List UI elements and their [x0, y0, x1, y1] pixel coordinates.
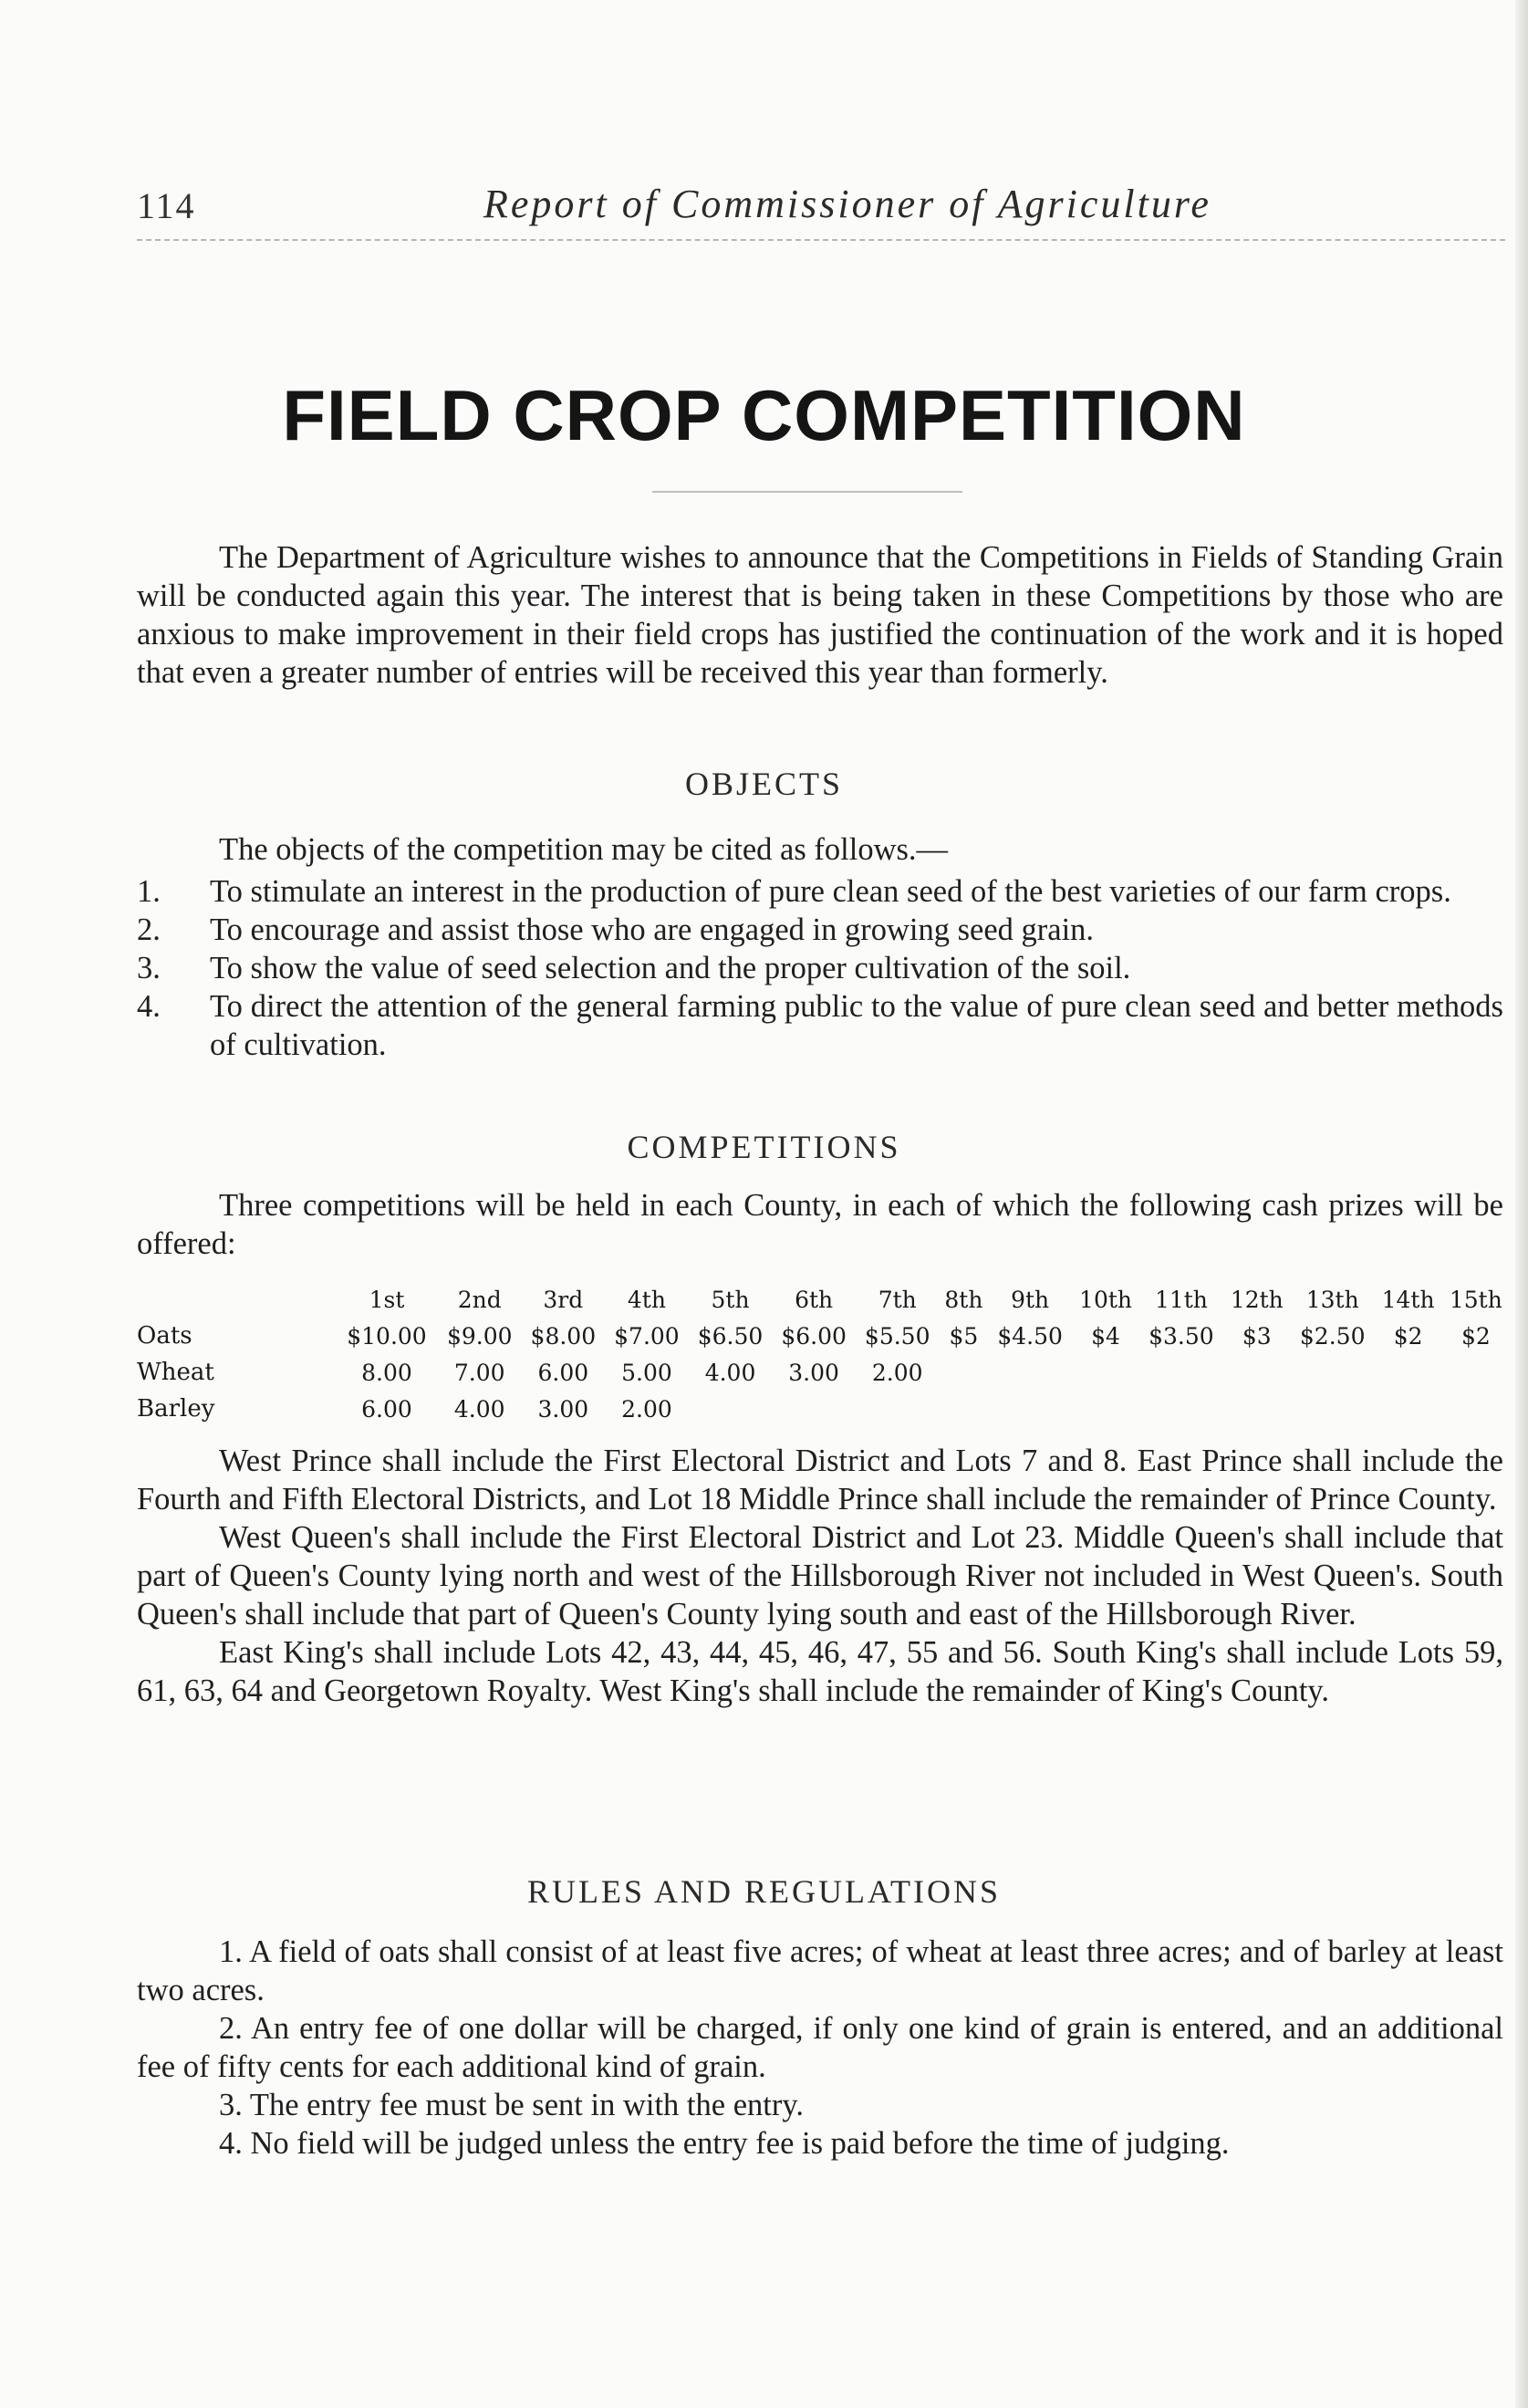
- table-cell: 6.00: [361, 1395, 412, 1423]
- table-cell: $4.50: [997, 1322, 1063, 1350]
- page-edge-shadow: [1515, 0, 1528, 2408]
- table-cell: 2.00: [871, 1359, 923, 1386]
- table-cell: [1139, 1391, 1223, 1427]
- intro-paragraph: [137, 538, 1503, 692]
- prize-column-header: 7th: [878, 1286, 917, 1313]
- table-cell: 3.00: [537, 1395, 589, 1423]
- objects-list-item: [137, 987, 1503, 1064]
- prize-table: [137, 1281, 1510, 1427]
- prize-column-header: 10th: [1079, 1286, 1133, 1313]
- table-cell: [1442, 1354, 1510, 1391]
- table-cell: 7.00: [453, 1359, 505, 1386]
- competitions-heading: COMPETITIONS: [627, 1129, 901, 1165]
- table-row: [137, 1318, 1510, 1354]
- title-divider: [652, 491, 962, 493]
- table-cell: $2: [1393, 1322, 1423, 1350]
- list-item-text: To direct the attention of the general farming public to the value of pure clean seed and better methods of cultivation.: [210, 989, 1503, 1062]
- list-item-number: 4.: [137, 989, 161, 1024]
- districts-block: [137, 1442, 1503, 1710]
- prize-column-header: 9th: [1011, 1286, 1050, 1313]
- prize-column-header: 11th: [1154, 1286, 1208, 1313]
- page-title: FIELD CROP COMPETITION: [282, 375, 1246, 455]
- table-cell: [1072, 1354, 1139, 1391]
- competitions-intro: Three competitions will be held in each County, in each of which the following cash prizes will be offered:: [137, 1188, 1503, 1261]
- list-item-text: To encourage and assist those who are engaged in growing seed grain.: [210, 912, 1095, 947]
- rules-list: [137, 1933, 1503, 2163]
- table-cell: [689, 1391, 773, 1427]
- running-title: Report of Commissioner of Agriculture: [483, 182, 1211, 226]
- table-cell: [1291, 1391, 1375, 1427]
- rule-item: 3. The entry fee must be sent in with the entry.: [219, 2088, 804, 2122]
- prize-column-header: 8th: [944, 1286, 983, 1313]
- table-cell: [940, 1354, 989, 1391]
- list-item-number: 1.: [137, 874, 161, 909]
- objects-list-item: [137, 949, 1503, 987]
- table-cell: $2: [1460, 1322, 1491, 1350]
- table-cell: [988, 1391, 1072, 1427]
- prize-table-corner: [137, 1281, 336, 1318]
- intro-text: The Department of Agriculture wishes to announce that the Competitions in Fields of Standing Grain will be conducted again this year. The interest that is being taken in these Competitions by those who are anxious to make improvement in their field crops has justified the continuation of the work and it is hoped that even a greater number of entries will be received this year than formerly.: [137, 540, 1503, 690]
- table-cell: [1375, 1391, 1442, 1427]
- row-label: Oats: [137, 1322, 192, 1350]
- table-cell: [988, 1354, 1072, 1391]
- prize-column-header: 1st: [369, 1286, 405, 1313]
- table-cell: 3.00: [788, 1359, 839, 1386]
- row-label: Wheat: [137, 1359, 214, 1386]
- header-divider: [137, 239, 1505, 241]
- rule-item: 2. An entry fee of one dollar will be charged, if only one kind of grain is entered, and an additional fee of fifty cents for each additional kind of grain.: [137, 2011, 1503, 2084]
- table-cell: $5: [949, 1322, 979, 1350]
- table-cell: $3.50: [1149, 1322, 1214, 1350]
- objects-list-item: [137, 911, 1503, 949]
- objects-heading: OBJECTS: [684, 766, 844, 802]
- table-cell: 2.00: [621, 1395, 672, 1423]
- table-cell: [1072, 1391, 1139, 1427]
- prize-column-header: 14th: [1381, 1286, 1435, 1313]
- district-paragraph-queens: West Queen's shall include the First Electoral District and Lot 23. Middle Queen's shall include that part of Queen's County lying north and west of the Hillsborough River not included in West Queen's. South Queen's shall include that part of Queen's County lying south and east of the Hillsborough River.: [137, 1520, 1503, 1631]
- table-cell: 4.00: [704, 1359, 756, 1386]
- prize-table-header-row: [137, 1281, 1510, 1318]
- prize-column-header: 12th: [1230, 1286, 1284, 1313]
- table-cell: [856, 1391, 940, 1427]
- table-cell: $7.00: [614, 1322, 680, 1350]
- prize-column-header: 6th: [795, 1286, 834, 1313]
- table-cell: [772, 1391, 856, 1427]
- list-item-text: To stimulate an interest in the production of pure clean seed of the best varieties of our farm crops.: [210, 874, 1451, 909]
- page-number: 114: [137, 185, 196, 226]
- table-cell: $9.00: [446, 1322, 513, 1350]
- page-header: [137, 181, 1505, 235]
- district-paragraph-kings: East King's shall include Lots 42, 43, 44, 45, 46, 47, 55 and 56. South King's shall include Lots 59, 61, 63, 64 and Georgetown Royalty. West King's shall include the remainder of King's County.: [137, 1635, 1503, 1708]
- table-cell: [1139, 1354, 1223, 1391]
- table-cell: $4: [1091, 1322, 1120, 1350]
- row-label: Barley: [137, 1395, 215, 1423]
- prize-column-header: 3rd: [543, 1286, 584, 1313]
- list-item-number: 2.: [137, 912, 161, 947]
- table-cell: [1442, 1391, 1510, 1427]
- table-cell: 4.00: [453, 1395, 505, 1423]
- competitions-intro-paragraph: [137, 1186, 1503, 1263]
- table-cell: 6.00: [537, 1359, 589, 1386]
- table-cell: 5.00: [621, 1359, 672, 1386]
- table-cell: [1223, 1354, 1291, 1391]
- table-cell: $2.50: [1299, 1322, 1366, 1350]
- objects-list-item: [137, 872, 1503, 911]
- rule-item: 4. No field will be judged unless the entry fee is paid before the time of judging.: [219, 2126, 1230, 2161]
- prize-column-header: 2nd: [457, 1286, 502, 1313]
- table-cell: [1375, 1354, 1442, 1391]
- table-cell: $6.50: [697, 1322, 764, 1350]
- list-item-text: To show the value of seed selection and the proper cultivation of the soil.: [210, 951, 1131, 985]
- table-cell: $5.50: [864, 1322, 930, 1350]
- table-cell: $8.00: [530, 1322, 597, 1350]
- rules-heading: RULES AND REGULATIONS: [526, 1873, 1001, 1910]
- table-cell: $3: [1242, 1322, 1272, 1350]
- prize-column-header: 5th: [711, 1286, 750, 1313]
- table-cell: $6.00: [781, 1322, 847, 1350]
- prize-column-header: 13th: [1305, 1286, 1359, 1313]
- district-paragraph-prince: West Prince shall include the First Electoral District and Lots 7 and 8. East Prince shall include the Fourth and Fifth Electoral Districts, and Lot 18 Middle Prince shall include the remainder of Prince County.: [137, 1444, 1503, 1517]
- objects-intro: The objects of the competition may be cited as follows.—: [219, 832, 949, 867]
- table-row: [137, 1354, 1510, 1391]
- objects-list: [137, 872, 1503, 1064]
- table-cell: $10.00: [347, 1322, 427, 1350]
- table-cell: 8.00: [361, 1359, 412, 1386]
- table-row: [137, 1391, 1510, 1427]
- prize-column-header: 15th: [1449, 1286, 1502, 1313]
- list-item-number: 3.: [137, 951, 161, 985]
- rule-item: 1. A field of oats shall consist of at least five acres; of wheat at least three acres; and of barley at least two acres.: [137, 1934, 1503, 2007]
- table-cell: [1223, 1391, 1291, 1427]
- table-cell: [1291, 1354, 1375, 1391]
- prize-column-header: 4th: [627, 1286, 666, 1313]
- table-cell: [940, 1391, 989, 1427]
